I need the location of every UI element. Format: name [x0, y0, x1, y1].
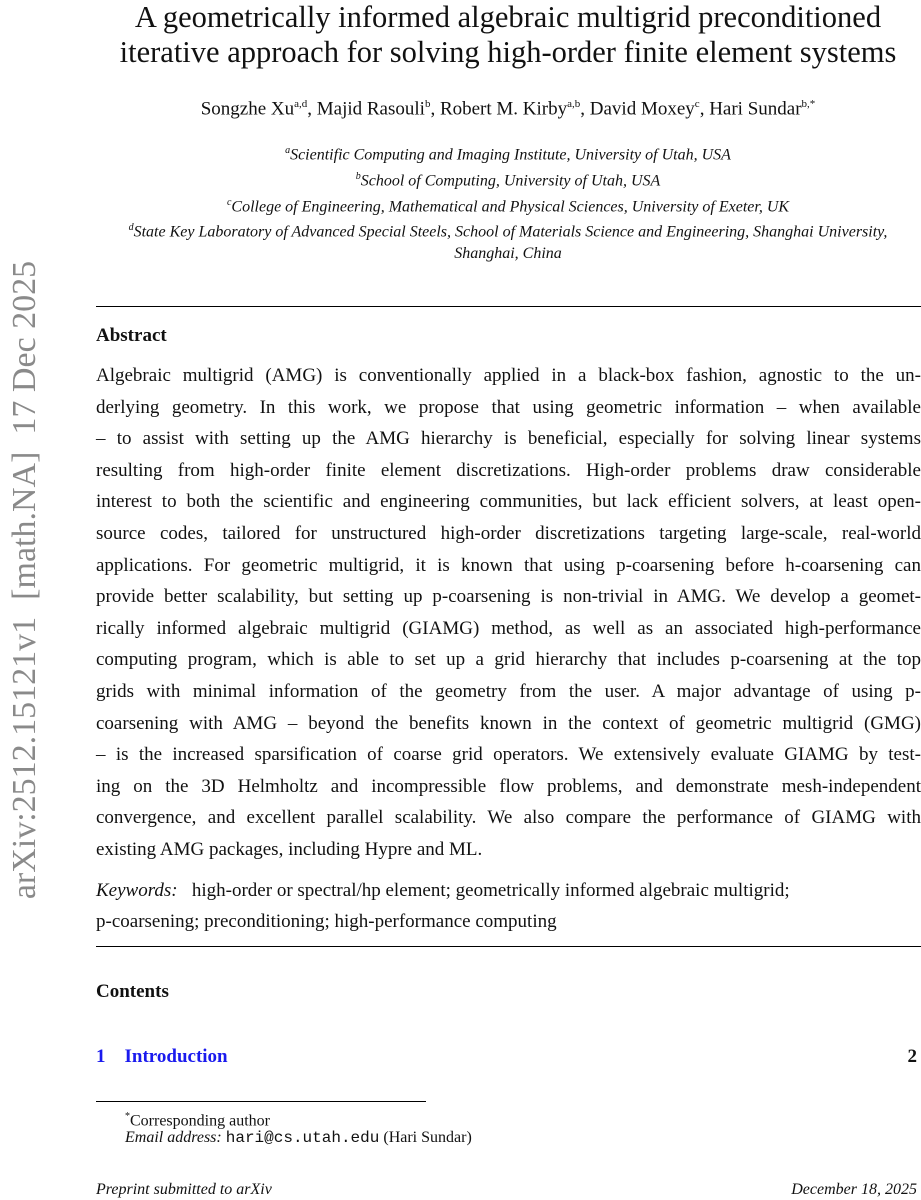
author-name: Songzhe Xu [200, 98, 295, 120]
abstract-line: provide better scalability, but setting up p-coarsening is non-trivial in AMG. We develop a geomet- [96, 586, 921, 608]
affiliation-text: School of Computing, University of Utah, USA [360, 172, 661, 190]
separator: , [307, 98, 317, 120]
author-affiliation-mark: c [694, 98, 700, 110]
abstract-line: applications. For geometric multigrid, it is known that using p-coarsening before h-coarsening can [96, 554, 921, 576]
author-name: David Moxey [589, 98, 695, 120]
abstract-line: derlying geometry. In this work, we propose that using geometric information – when available [96, 396, 921, 418]
keywords [96, 875, 921, 937]
email-link[interactable]: hari@cs.utah.edu [225, 1129, 380, 1147]
keywords-text: high-order or spectral/hp element; geometrically informed algebraic multigrid; [191, 880, 790, 901]
separator: , [699, 98, 710, 120]
title-line: A geometrically informed algebraic multigrid preconditioned [134, 0, 882, 34]
keywords-text: p-coarsening; preconditioning; high-performance computing [96, 911, 557, 932]
affiliation [96, 217, 920, 264]
arxiv-identifier: arXiv:2512.15121v1 [math.NA] 17 Dec 2025 [6, 260, 43, 900]
footnote-text: Corresponding author [130, 1112, 270, 1130]
toc-page: 2 [907, 1046, 917, 1067]
footer-right: December 18, 2025 [791, 1181, 917, 1198]
author-affiliation-mark: a,b [567, 98, 581, 110]
footnote-rule [96, 1101, 426, 1102]
affiliations [96, 140, 920, 265]
abstract-line: rically informed algebraic multigrid (GIAMG) method, as well as an associated high-performance [96, 617, 921, 639]
affiliation-mark: b [355, 170, 361, 182]
email-label: Email address: [125, 1129, 222, 1146]
affiliation-mark: a [285, 145, 291, 156]
email-note: (Hari Sundar) [383, 1129, 472, 1146]
abstract-line: source codes, tailored for unstructured high-order discretizations targeting large-scale, real-world [96, 523, 921, 544]
author-affiliation-mark: b,* [801, 98, 816, 110]
abstract-line: computing program, which is able to set up a grid hierarchy that includes p-coarsening at the top [96, 649, 921, 671]
abstract-line: convergence, and excellent parallel scalability. We also compare the performance of GIAMG with [96, 807, 921, 829]
author-name: Majid Rasouli [316, 98, 425, 120]
abstract-line: coarsening with AMG – beyond the benefits known in the context of geometric multigrid (GMG) [96, 712, 921, 734]
paper-title [96, 0, 920, 70]
affiliation-text: College of Engineering, Mathematical and Physical Sciences, University of Exeter, UK [231, 197, 790, 215]
title-line: iterative approach for solving high-order finite element systems [119, 35, 897, 69]
keywords-label: Keywords: [96, 880, 178, 901]
affiliation [96, 166, 920, 192]
footer-left: Preprint submitted to arXiv [96, 1181, 272, 1198]
affiliation [96, 140, 920, 166]
footnote-mark: * [125, 1111, 130, 1122]
affiliation [96, 192, 920, 218]
divider [96, 946, 921, 947]
abstract-line: existing AMG packages, including Hypre and ML. [96, 839, 483, 860]
author-list [96, 98, 920, 120]
separator: , [580, 98, 590, 120]
divider [96, 306, 921, 307]
footnote-email [125, 1127, 472, 1149]
separator: , [430, 98, 440, 120]
abstract-line: interest to both the scientific and engineering communities, but lack efficient solvers, at least open- [96, 491, 921, 513]
author-affiliation-mark: b [424, 98, 431, 110]
abstract-line: ing on the 3D Helmholtz and incompressible flow problems, and demonstrate mesh-independent [96, 775, 921, 797]
abstract-heading: Abstract [96, 325, 167, 346]
abstract-line: – is the increased sparsification of coarse grid operators. We extensively evaluate GIAMG by test- [96, 744, 921, 766]
abstract-line: grids with minimal information of the geometry from the user. A major advantage of using p- [96, 681, 921, 702]
affiliation-text: State Key Laboratory of Advanced Special Steels, School of Materials Science and Engineering, Shanghai University, Shanghai, China [133, 223, 888, 263]
author-name: Hari Sundar [709, 98, 802, 120]
affiliation-mark: d [128, 222, 134, 234]
affiliation-text: Scientific Computing and Imaging Institute, University of Utah, USA [290, 146, 731, 164]
affiliation-mark: c [226, 196, 232, 208]
toc-entry-introduction[interactable] [96, 1046, 921, 1068]
author-affiliation-mark: a,d [294, 98, 308, 110]
contents-heading: Contents [96, 981, 169, 1002]
author-name: Robert M. Kirby [439, 98, 568, 120]
abstract-line: Algebraic multigrid (AMG) is conventionally applied in a black-box fashion, agnostic to the un- [96, 365, 921, 386]
abstract-line: resulting from high-order finite element discretizations. High-order problems draw considerable [96, 459, 921, 481]
toc-number: 1 [96, 1046, 106, 1067]
abstract-line: – to assist with setting up the AMG hierarchy is beneficial, especially for solving linear systems [96, 428, 921, 450]
toc-title-link[interactable]: Introduction [124, 1046, 228, 1067]
